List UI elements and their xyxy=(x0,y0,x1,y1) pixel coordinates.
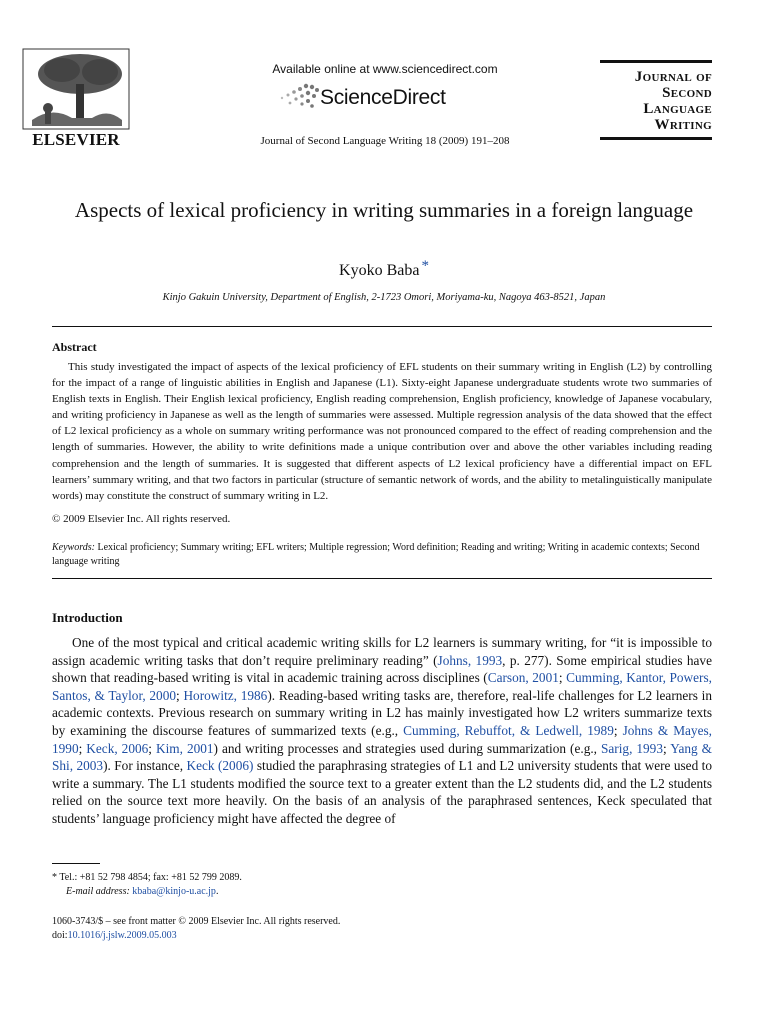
issn-line: 1060-3743/$ – see front matter © 2009 Elsevier Inc. All rights reserved. xyxy=(52,916,341,927)
paragraph-text: ; xyxy=(148,740,156,756)
citation-link[interactable]: Horowitz, 1986 xyxy=(183,687,268,703)
footnote-divider xyxy=(52,863,100,864)
journal-brand-line: Second xyxy=(662,85,712,101)
keywords xyxy=(52,541,712,569)
journal-brand-line: Writing xyxy=(654,117,712,133)
paragraph-text: ). Reading-based writing tasks are, therefore, real-life challenges for L2 learners in academic contexts. Previous research on summary writing in L2 has mainly investigated how L2 writers summarize texts by examining the discourse features of summarized texts (e.g., xyxy=(52,687,712,738)
email-link[interactable]: kbaba@kinjo-u.ac.jp xyxy=(132,886,216,897)
abstract-text: This study investigated the impact of aspects of the lexical proficiency of EFL students on their summary writing in English (L2) by controlling for the impact of a range of linguistic abilities in English and Japanese (L1). Sixty-eight Japanese undergraduate students wrote two summaries of English texts in English. Their English lexical proficiency, English reading comprehension, English proficiency, knowledge of Japanese vocabulary, and writing proficiency in Japanese as well as the length of summaries were assessed. Multiple regression analysis of the data showed that the effect of L2 lexical proficiency as a whole on summary writing performance was not pronounced compared to the effect of reading comprehension and the length of summaries. However, the ability to write definitions made a unique contribution over and above the other variables including reading comprehension and the length of summaries. It is suggested that different aspects of L2 lexical proficiency have a differential impact on EFL learners’ summary writing, and that two factors in particular (structure of semantic network of words, and the ability to metalinguistically manipulate words) may constitute the construct of summary writing in L2. xyxy=(52,361,712,502)
keywords-text: Lexical proficiency; Summary writing; EFL writers; Multiple regression; Word definition; Reading and writing; Writing in academic contexts; Second language writing xyxy=(52,542,700,567)
available-online-text: Available online at www.sciencedirect.com xyxy=(272,62,498,76)
paragraph-text: ) and writing processes and strategies used during summarization (e.g., xyxy=(213,740,601,756)
email-end: . xyxy=(215,886,219,897)
citation-link[interactable]: Keck (2006) xyxy=(186,758,254,774)
divider xyxy=(52,326,712,327)
publisher-name: ELSEVIER xyxy=(32,130,120,149)
footnote xyxy=(52,871,242,899)
paragraph-text: studied the paraphrasing strategies of L1 and L2 university students that were used to write a summary. The L1 students modified the source text to a greater extent than the L2 students did, and the L2 students relied on the source text more heavily. On the basis of an analysis of the paraphrased sentences, Keck speculated that students’ language proficiency might have affected the degree of xyxy=(52,758,712,826)
abstract-copyright: © 2009 Elsevier Inc. All rights reserved. xyxy=(52,513,231,525)
citation-link[interactable]: Yang & Shi, 2003 xyxy=(52,740,712,774)
journal-brand-logo xyxy=(600,60,712,140)
citation-link[interactable]: Cumming, Rebuffot, & Ledwell, 1989 xyxy=(403,722,614,738)
keywords-label: Keywords: xyxy=(52,542,95,553)
paragraph-text: One of the most typical and critical academic writing skills for L2 learners is summary writing, for “it is impossible to assign academic writing tasks that don’t require preliminary reading” ( xyxy=(52,635,712,668)
citation-link[interactable]: Keck, 2006 xyxy=(86,740,149,756)
section-heading-introduction: Introduction xyxy=(52,610,123,625)
author-name: Kyoko Baba xyxy=(339,262,420,279)
citation-link[interactable]: Johns, 1993 xyxy=(437,652,503,668)
sciencedirect-brand: ScienceDirect xyxy=(320,86,446,109)
issn-block xyxy=(52,915,340,943)
citation-link[interactable]: Sarig, 1993 xyxy=(601,740,663,756)
paragraph-text: ; xyxy=(558,670,567,686)
paragraph-text: ; xyxy=(78,740,87,756)
abstract-heading: Abstract xyxy=(52,340,97,354)
citation-link[interactable]: Kim, 2001 xyxy=(155,740,214,756)
citation-link[interactable]: Cumming, Kantor, Powers, Santos, & Taylor, 2000 xyxy=(52,670,712,703)
paragraph-text: ). For instance, xyxy=(103,758,187,774)
citation-link[interactable]: Johns & Mayes, 1990 xyxy=(52,722,712,756)
journal-brand-line: Language xyxy=(643,101,712,117)
paragraph-text: , p. 277). Some empirical studies have shown that reading-based writing is vital in academic training across disciplines ( xyxy=(52,652,712,686)
author-affiliation: Kinjo Gakuin University, Department of English, 2-1723 Omori, Moriyama-ku, Nagoya 463-8521, Japan xyxy=(162,292,606,303)
divider xyxy=(52,578,712,579)
footnote-contact: Tel.: +81 52 798 4854; fax: +81 52 799 2089. xyxy=(59,872,242,883)
email-label: E-mail address: xyxy=(66,886,130,897)
paragraph-text: ; xyxy=(176,687,184,703)
author-line xyxy=(0,258,768,280)
paragraph-text: ; xyxy=(613,722,623,738)
citation-link[interactable]: Carson, 2001 xyxy=(487,670,559,686)
introduction-paragraph xyxy=(52,634,712,828)
paragraph-text: ; xyxy=(662,740,671,756)
journal-brand-line: Journal of xyxy=(634,69,712,85)
journal-reference: Journal of Second Language Writing 18 (2009) 191–208 xyxy=(260,135,510,147)
footnote-mark: * xyxy=(52,872,57,883)
doi-link[interactable]: 10.1016/j.jslw.2009.05.003 xyxy=(67,930,177,941)
doi-label: doi: xyxy=(52,930,68,941)
author-footnote-mark[interactable]: * xyxy=(421,258,429,274)
article-title: Aspects of lexical proficiency in writing summaries in a foreign language xyxy=(74,198,694,222)
